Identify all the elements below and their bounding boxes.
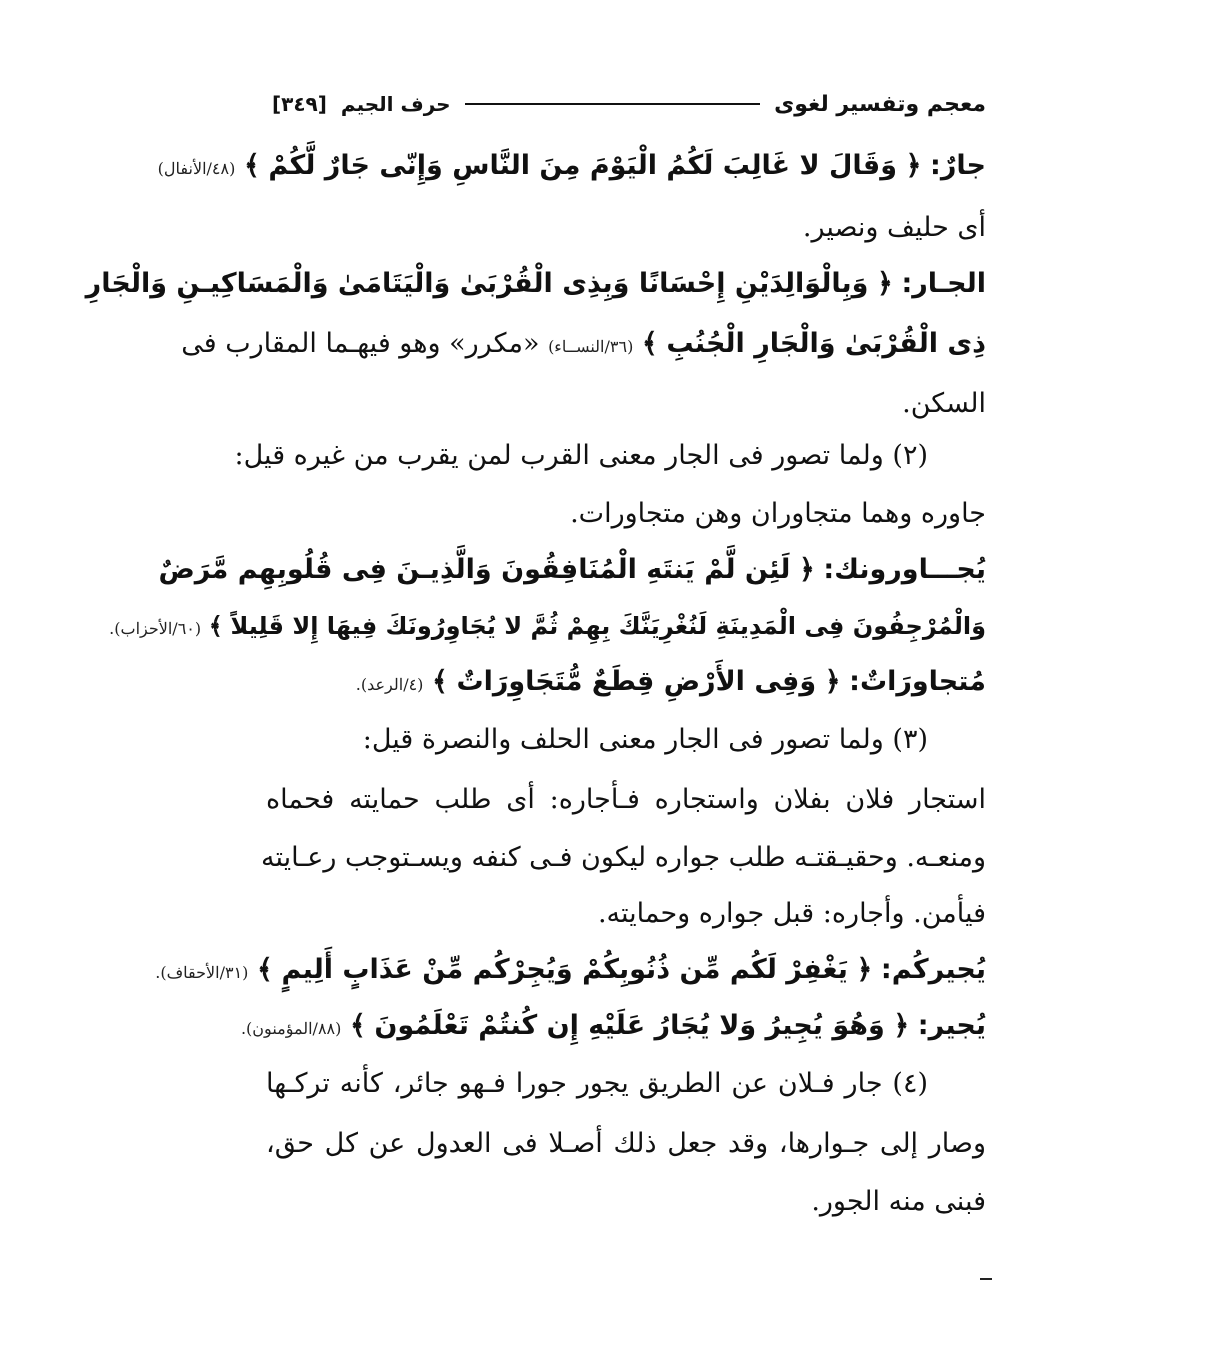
text-line: ومنعـه. وحقيـقتـه طلب جواره ليكون فـى كنفه ويسـتوجب رعـايته [261, 842, 986, 873]
quran-verse: وَبِالْوَالِدَيْنِ إِحْسَانًا وَبِذِى الْقُرْبَىٰ وَالْيَتَامَىٰ وَالْمَسَاكِيـنِ وَالْجَارِ [85, 268, 869, 299]
text-line: وصار إلى جـوارها، وقد جعل ذلك أصـلا فى العدول عن كل حق، [266, 1128, 986, 1159]
numbered-paragraph-2: (٢) ولما تصور فى الجار معنى القرب لمن يقرب من غيره قيل: [234, 440, 928, 471]
footer-mark [980, 1278, 992, 1280]
verse-reference: (٣١/الأحقاف). [155, 963, 249, 982]
book-title: معجم وتفسير لغوى [774, 91, 986, 117]
verse-reference: (٦٠/الأحزاب). [109, 619, 202, 638]
entry-line-mutajawirat [266, 662, 986, 705]
entry-line-continued [109, 606, 986, 649]
text-line: فبنى منه الجور. [811, 1186, 986, 1217]
running-header [272, 86, 986, 122]
commentary-text: «مكرر» وهو فيهـما المقارب فى [181, 328, 540, 359]
numbered-paragraph-4: (٤) جار فـلان عن الطريق يجور جورا فـهو جائر، كأنه تركـها [266, 1068, 928, 1099]
ornate-bracket-close: ﴾ [208, 611, 223, 640]
headword: يُجير: [917, 1010, 986, 1041]
verse-reference: (٣٦/النســاء) [548, 337, 634, 356]
ornate-bracket-open: ﴿ [893, 1010, 910, 1041]
headword: مُتجاورَاتٌ: [849, 666, 986, 697]
ornate-bracket-close: ﴾ [349, 1010, 366, 1041]
quran-verse: يَغْفِرْ لَكُم مِّن ذُنُوبِكُمْ وَيُجِرْكُم مِّنْ عَذَابٍ أَلِيمٍ [281, 954, 848, 985]
header-rule [465, 103, 760, 105]
text-line: جاوره وهما متجاوران وهن متجاورات. [570, 498, 986, 529]
ornate-bracket-close: ﴾ [641, 328, 658, 359]
ornate-bracket-open: ﴿ [798, 554, 815, 585]
text-line: فيأمن. وأجاره: قبل جواره وحمايته. [597, 898, 986, 929]
verse-reference: (٨٨/المؤمنون). [240, 1019, 342, 1038]
verse-reference: (٤٨/الأنفال) [157, 159, 236, 178]
quran-verse: وَفِى الأَرْضِ قِطَعٌ مُّتَجَاوِرَاتٌ [456, 666, 817, 697]
ornate-bracket-open: ﴿ [877, 268, 893, 299]
entry-line-yujawirunak [158, 550, 986, 590]
page-number: [٣٤٩] [272, 92, 327, 116]
chapter-title: حرف الجيم [340, 92, 451, 116]
ornate-bracket-open: ﴿ [856, 954, 873, 985]
entry-line-jar [157, 146, 986, 189]
quran-verse: لَئِن لَّمْ يَنتَهِ الْمُنَافِقُونَ وَالَّذِيـنَ فِى قُلُوبِهِم مَّرَضٌ [158, 554, 791, 585]
text-line: استجار فلان بفلان واستجاره فـأجاره: أى طلب حمايته فحماه [266, 784, 986, 815]
text-line: أى حليف ونصير. [802, 212, 986, 243]
ornate-bracket-close: ﴾ [432, 666, 448, 697]
entry-line-aljar [85, 264, 986, 304]
entry-line-yujirkum [155, 950, 986, 993]
ornate-bracket-close: ﴾ [257, 954, 273, 985]
ornate-bracket-open: ﴿ [824, 666, 841, 697]
quran-verse: وَالْمُرْجِفُونَ فِى الْمَدِينَةِ لَنُغْرِيَنَّكَ بِهِمْ ثُمَّ لا يُجَاوِرُونَكَ فِيهَا إِلا قَلِيلاً [230, 612, 986, 640]
text-line: السكن. [902, 388, 986, 419]
headword: جارٌ: [930, 150, 986, 181]
numbered-paragraph-3: (٣) ولما تصور فى الجار معنى الحلف والنصرة قيل: [362, 724, 928, 755]
verse-reference: (٤/الرعد). [355, 675, 424, 694]
headword: الجـار: [901, 268, 986, 299]
headword: يُجيركُم: [880, 954, 986, 985]
entry-line-continued [181, 324, 986, 367]
headword: يُجـــاورونك: [823, 554, 986, 585]
ornate-bracket-close: ﴾ [243, 150, 260, 181]
quran-verse: وَهُوَ يُجِيرُ وَلا يُجَارُ عَلَيْهِ إِن كُنتُمْ تَعْلَمُونَ [374, 1010, 885, 1041]
quran-verse: ذِى الْقُرْبَىٰ وَالْجَارِ الْجُنُبِ [666, 328, 986, 359]
ornate-bracket-open: ﴿ [905, 150, 922, 181]
entry-line-yujir [240, 1006, 986, 1049]
quran-verse: وَقَالَ لا غَالِبَ لَكُمُ الْيَوْمَ مِنَ النَّاسِ وَإِنّى جَارٌ لَّكُمْ [268, 150, 898, 181]
